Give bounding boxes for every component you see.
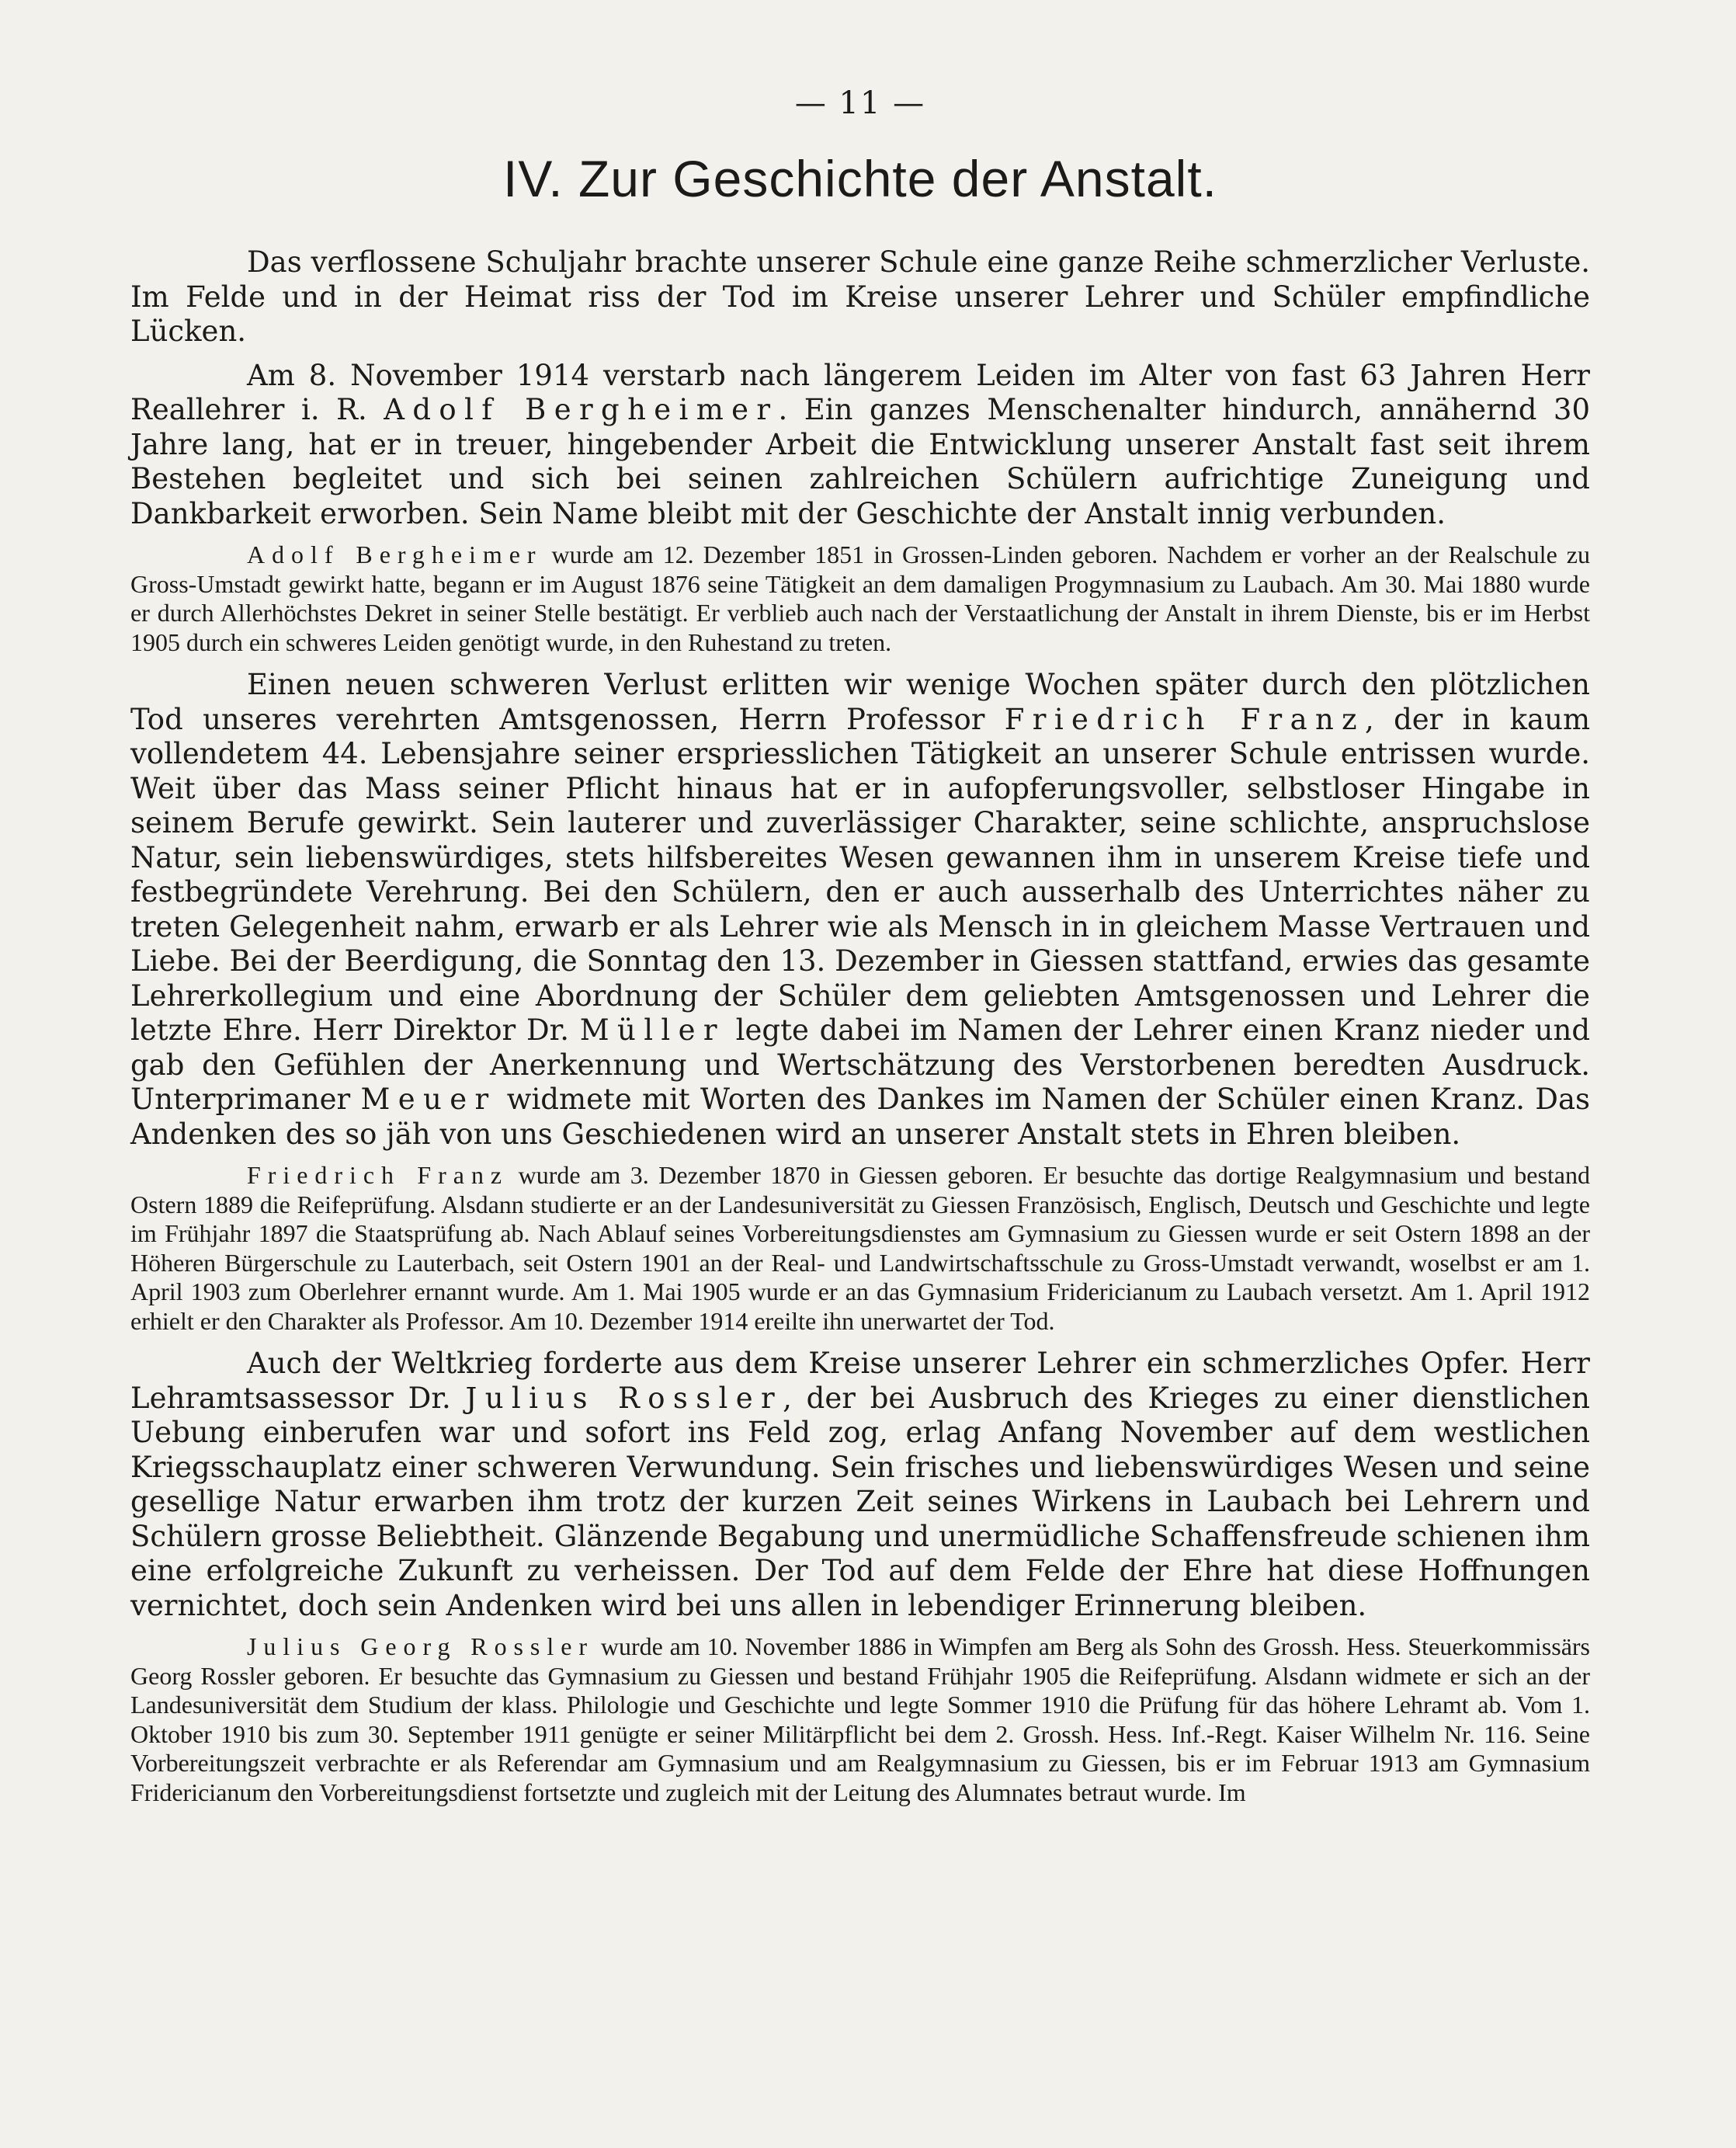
section-title: IV. Zur Geschichte der Anstalt. — [502, 150, 1217, 207]
page-number: — 11 — — [794, 85, 926, 121]
note-text: wurde am 12. Dezember 1851 in Grossen-Linden geboren. Nachdem er vorher an der Realschule zu Gross-Umstadt gewirkt hatte, begann er im August 1876 seine Tätigkeit an dem damaligen Progymnasium zu Laubach. Am 30. Mai 1880 wurde er durch Allerhöchstes Dekret in seiner Stelle bestätigt. Er verblieb auch nach der Verstaatlichung der Anstalt in ihrem Dienste, bis er im Herbst 1905 durch ein schweres Leiden genötigt wurde, in den Ruhestand zu treten. — [130, 540, 1590, 656]
paragraph-text: legte dabei im Namen der Lehrer einen Kranz nieder und gab den Gefühlen der Anerkennung und Wertschätzung des Verstorbenen beredten Ausdruck. Unterprimaner — [130, 1013, 1591, 1116]
person-name: Meuer — [360, 1083, 497, 1116]
paragraph-text: . Ein ganzes Menschenalter hindurch, annähernd 30 Jahre lang, hat er in treuer, hingebender Arbeit die Entwicklung unserer Anstalt fast seit ihrem Bestehen begleitet und sich bei seinen zahlreichen Schülern aufrichtige Zuneigung und Dankbarkeit erworben. Sein Name bleibt mit der Geschichte der Anstalt innig verbunden. — [130, 393, 1591, 530]
paragraph-text: , der bei Ausbruch des Krieges zu einer dienstlichen Uebung einberufen war und sofort ins Feld zog, erlag Anfang November auf dem westlichen Kriegsschauplatz einer schweren Verwundung. Sein frisches und liebenswürdiges Wesen und seine gesellige Natur erwarben ihm trotz der kurzen Zeit seines Wirkens in Laubach bei Lehrern und Schülern grosse Beliebtheit. Glänzende Begabung und unermüdliche Schaffensfreude schienen ihm eine erfolgreiche Zukunft zu verheissen. Der Tod auf dem Felde der Ehre hat diese Hoffnungen vernichtet, doch sein Andenken wird bei uns allen in lebendiger Erinnerung bleiben. — [130, 1381, 1590, 1622]
biography-note-bergheimer — [130, 540, 1590, 657]
paragraph-text: Am 8. November 1914 verstarb nach längerem Leiden im Alter von fast 63 Jahren Herr Reallehrer i. R. — [130, 358, 1590, 426]
paragraph-text: Einen neuen schweren Verlust erlitten wir wenige Wochen später durch den plötzlichen Tod unseres verehrten Amtsgenossen, Herrn Professor — [130, 668, 1590, 736]
paragraph-text: , der in kaum vollendetem 44. Lebensjahre seiner erspriesslichen Tätigkeit an unserer Schule entrissen wurde. Weit über das Mass seiner Pflicht hinaus hat er in aufopferungsvoller, selbstloser Hingabe in seinem Berufe gewirkt. Sein lauterer und zuverlässiger Charakter, seine schlichte, anspruchslose Natur, sein liebenswürdiges, stets hilfsbereites Wesen gewannen ihm in unserem Kreise tiefe und festbegründete Verehrung. Bei den Schülern, den er auch ausserhalb des Unterrichtes näher zu treten Gelegenheit nahm, erwarb er als Lehrer wie als Mensch in in gleichem Masse Vertrauen und Liebe. Bei der Beerdigung, die Sonntag den 13. Dezember in Giessen stattfand, erwies das gesamte Lehrerkollegium und eine Abordnung der Schüler dem geliebten Amtsgenossen und Lehrer die letzte Ehre. Herr Direktor Dr. — [130, 702, 1591, 1047]
person-name: Julius Rossler — [465, 1381, 783, 1415]
paragraph-text: widmete mit Worten des Dankes im Namen der Schüler einen Kranz. Das Andenken des so jäh von uns Geschiedenen wird an unserer Anstalt stets in Ehren bleiben. — [130, 1083, 1591, 1151]
person-name: Müller — [579, 1013, 725, 1047]
document-page — [130, 85, 1590, 1818]
note-text: wurde am 3. Dezember 1870 in Giessen geboren. Er besuchte das dortige Realgymnasium und bestand Ostern 1889 die Reifeprüfung. Alsdann studierte er an der Landesuniversität zu Giessen Französisch, Englisch, Deutsch und Geschichte und legte im Frühjahr 1897 die Staatsprüfung ab. Nach Ablauf seines Vorbereitungsdienstes am Gymnasium zu Giessen wurde er seit Ostern 1898 an der Höheren Bürgerschule zu Lauterbach, seit Ostern 1901 an der Real- und Landwirtschaftsschule zu Gross-Umstadt verwandt, woselbst er am 1. April 1903 zum Oberlehrer ernannt wurde. Am 1. Mai 1905 wurde er an das Gymnasium Fridericianum zu Laubach versetzt. Am 1. April 1912 erhielt er den Charakter als Professor. Am 10. Dezember 1914 ereilte ihn unerwartet der Tod. — [130, 1161, 1591, 1335]
paragraph-bergheimer — [130, 359, 1590, 532]
paragraph-franz — [130, 668, 1590, 1152]
person-name: Adolf Bergheimer — [247, 540, 543, 568]
note-text: wurde am 10. November 1886 in Wimpfen am Berg als Sohn des Grossh. Hess. Steuerkommissärs Georg Rossler geboren. Er besuchte das Gymnasium zu Giessen und bestand Frühjahr 1905 die Reifeprüfung. Alsdann widmete er sich an der Landesuniversität dem Studium der klass. Philologie und Geschichte und legte Sommer 1910 die Prüfung für das höhere Lehramt ab. Vom 1. Oktober 1910 bis zum 30. September 1911 genügte er seiner Militärpflicht bei dem 2. Grossh. Hess. Inf.-Regt. Kaiser Wilhelm Nr. 116. Seine Vorbereitungszeit verbrachte er als Referendar am Gymnasium und am Realgymnasium zu Giessen, bis er im Februar 1913 am Gymnasium Fridericianum den Vorbereitungsdienst fortsetzte und zugleich mit der Leitung des Alumnates betraut wurde. Im — [130, 1632, 1591, 1806]
paragraph-text: Auch der Weltkrieg forderte aus dem Kreise unserer Lehrer ein schmerzliches Opfer. Herr Lehramtsassessor Dr. — [130, 1347, 1590, 1415]
person-name: Friedrich Franz — [247, 1161, 509, 1189]
person-name: Adolf Bergheimer — [384, 393, 779, 426]
person-name: Friedrich Franz — [1004, 702, 1366, 736]
paragraph-rossler — [130, 1347, 1590, 1623]
person-name: Julius Georg Rossler — [247, 1632, 594, 1660]
paragraph-intro: Das verflossene Schuljahr brachte unserer Schule eine ganze Reihe schmerzlicher Verluste. Im Felde und in der Heimat riss der Tod im Kreise unserer Lehrer und Schüler empfindliche Lücken. — [130, 245, 1590, 348]
biography-note-franz — [130, 1161, 1590, 1336]
biography-note-rossler — [130, 1632, 1590, 1807]
